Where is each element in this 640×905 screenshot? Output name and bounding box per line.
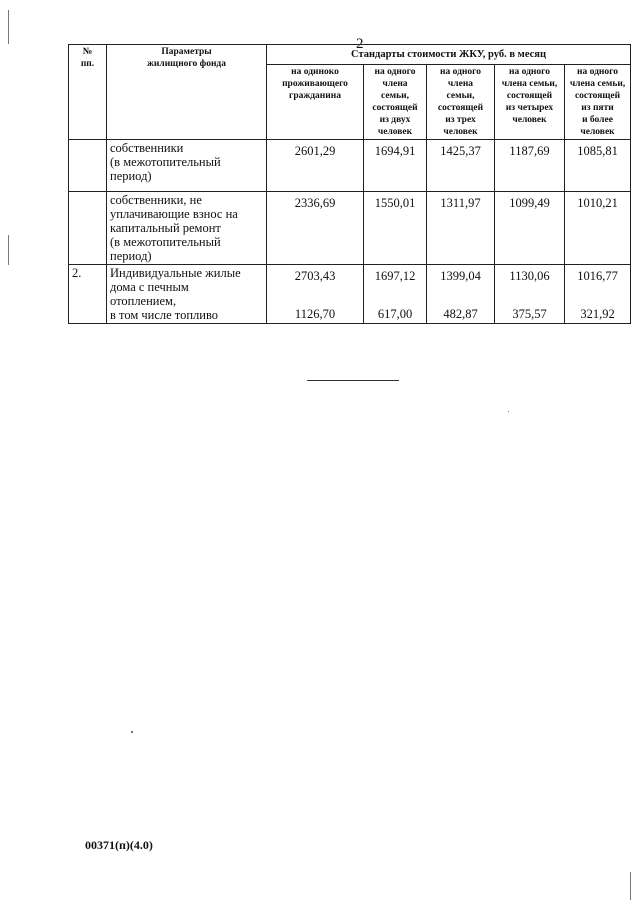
scan-speck	[508, 411, 509, 412]
value-single: 2336,69	[267, 192, 364, 265]
header-col-single: на одиноко проживающего гражданина	[267, 65, 364, 140]
value-five-plus: 1016,77 321,92	[565, 265, 631, 324]
housing-cost-standards-table	[68, 44, 631, 324]
value-two: 1697,12 617,00	[364, 265, 427, 324]
fuel-value-five-plus: 321,92	[580, 307, 615, 321]
header-col-three: на одного члена семьи, состоящей из трех человек	[427, 65, 495, 140]
header-number: № пп.	[69, 45, 107, 140]
fuel-value-single: 1126,70	[294, 307, 336, 321]
page-number: 2	[356, 36, 364, 52]
document-code: 00371(п)(4.0)	[85, 838, 153, 852]
value-two: 1694,91	[364, 140, 427, 192]
scan-margin-mark	[8, 235, 9, 265]
fuel-value-four: 375,57	[512, 307, 547, 321]
value-three: 1311,97	[427, 192, 495, 265]
table-header-row	[69, 45, 631, 65]
value-five-plus: 1010,21	[565, 192, 631, 265]
fuel-value-two: 617,00	[377, 307, 413, 321]
header-parameters: Параметры жилищного фонда	[107, 45, 267, 140]
value-two: 1550,01	[364, 192, 427, 265]
scan-speck	[131, 731, 133, 733]
value-four: 1187,69	[495, 140, 565, 192]
row-parameter: собственники (в межотопительный период)	[107, 140, 267, 192]
value-four: 1130,06 375,57	[495, 265, 565, 324]
value-single: 2703,43 1126,70	[267, 265, 364, 324]
header-col-four: на одного члена семьи, состоящей из четырех человек	[495, 65, 565, 140]
header-cost-standards: Стандарты стоимости ЖКУ, руб. в месяц	[267, 45, 631, 65]
value-five-plus: 1085,81	[565, 140, 631, 192]
scan-margin-mark	[8, 10, 9, 44]
value-three: 1399,04 482,87	[427, 265, 495, 324]
value-single: 2601,29	[267, 140, 364, 192]
footnote-divider	[307, 380, 399, 381]
row-number	[69, 192, 107, 265]
scan-margin-mark	[630, 872, 631, 900]
row-parameter: собственники, не уплачивающие взнос на капитальный ремонт (в межотопительный период)	[107, 192, 267, 265]
header-col-two: на одного члена семьи, состоящей из двух человек	[364, 65, 427, 140]
header-col-five-plus: на одного члена семьи, состоящей из пяти и более человек	[565, 65, 631, 140]
row-number: 2.	[69, 265, 107, 324]
value-three: 1425,37	[427, 140, 495, 192]
value-four: 1099,49	[495, 192, 565, 265]
row-parameter: Индивидуальные жилые дома с печным отоплением, в том числе топливо	[107, 265, 267, 324]
table-row	[69, 192, 631, 265]
fuel-value-three: 482,87	[443, 307, 478, 321]
row-number	[69, 140, 107, 192]
table-row	[69, 265, 631, 324]
table-row	[69, 140, 631, 192]
